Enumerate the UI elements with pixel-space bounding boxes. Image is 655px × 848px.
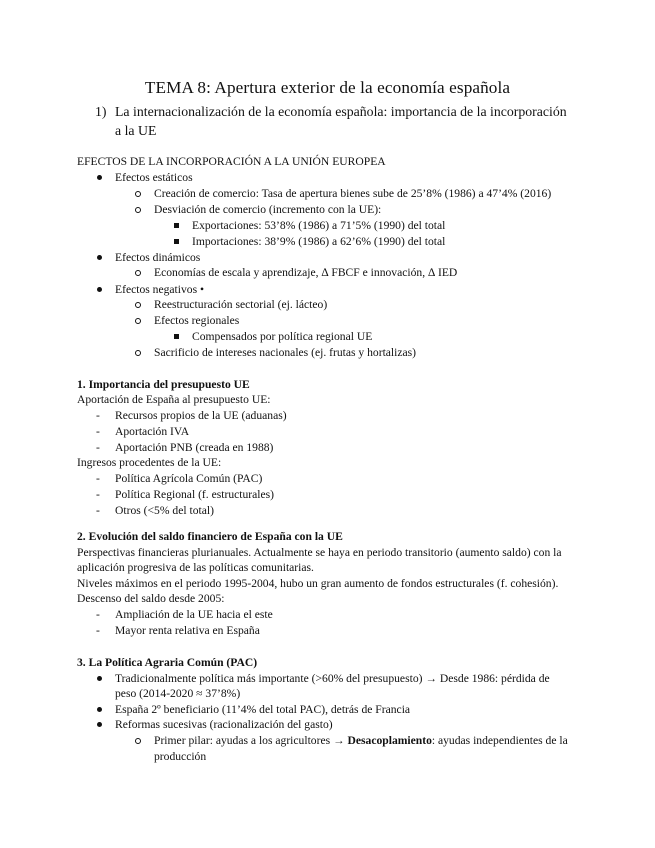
bullet-circle-icon [135, 738, 141, 744]
bullet-circle-icon [135, 270, 141, 276]
dash-icon: - [96, 488, 100, 501]
list-item: Política Agrícola Común (PAC) [115, 472, 263, 485]
pac-sub1-bold: Desacoplamiento [347, 734, 432, 747]
creacion-comercio: Creación de comercio: Tasa de apertura bienes sube de 25’8% (1986) a 47’4% (2016) [154, 187, 552, 200]
list-item: Mayor renta relativa en España [115, 624, 260, 637]
dash-icon: - [96, 624, 100, 637]
pac-sub1d: producción [154, 750, 207, 763]
pac-b1b: peso (2014-2020 ≈ 37’8%) [115, 687, 241, 700]
presupuesto-heading: 1. Importancia del presupuesto UE [77, 378, 250, 391]
list-item: Otros (<5% del total) [115, 504, 214, 517]
efectos-dinamicos: Efectos dinámicos [115, 251, 201, 264]
dash-icon: - [96, 425, 100, 438]
evolucion-p1b: aplicación progresiva de las políticas comunitarias. [77, 561, 314, 574]
intro-number: 1) [95, 104, 107, 119]
bullet-circle-icon [135, 350, 141, 356]
list-item: Política Regional (f. estructurales) [115, 488, 275, 501]
aportacion-label: Aportación de España al presupuesto UE: [77, 393, 271, 406]
economias-escala: Economías de escala y aprendizaje, ∆ FBCF e innovación, ∆ IED [154, 266, 458, 279]
list-item: Ampliación de la UE hacia el este [115, 608, 273, 621]
evolucion-p2: Niveles máximos en el periodo 1995-2004, hubo un gran aumento de fondos estructurales (f. cohesión). [77, 577, 559, 590]
reestructuracion: Reestructuración sectorial (ej. lácteo) [154, 298, 328, 311]
bullet-square-icon [174, 334, 179, 339]
dash-icon: - [96, 409, 100, 422]
efectos-regionales: Efectos regionales [154, 314, 240, 327]
efectos-estaticos: Efectos estáticos [115, 171, 193, 184]
list-item: Recursos propios de la UE (aduanas) [115, 409, 287, 422]
pac-sub1 [154, 734, 568, 748]
intro-line-2: a la UE [115, 123, 157, 138]
importaciones: Importaciones: 38’9% (1986) a 62’6% (1990) del total [192, 235, 446, 248]
bullet-square-icon [174, 239, 179, 244]
bullet-dot-icon [97, 287, 102, 292]
efectos-negativos: Efectos negativos • [115, 283, 205, 296]
evolucion-p1a: Perspectivas financieras plurianuales. Actualmente se haya en periodo transitorio (aumento saldo) con la [77, 546, 562, 559]
page-title: TEMA 8: Apertura exterior de la economía española [144, 78, 511, 97]
pac-b3: Reformas sucesivas (racionalización del gasto) [115, 718, 333, 731]
intro-line-1: La internacionalización de la economía española: importancia de la incorporación [115, 104, 567, 119]
dash-icon: - [96, 504, 100, 517]
compensados: Compensados por política regional UE [192, 330, 373, 343]
dash-icon: - [96, 608, 100, 621]
bullet-dot-icon [97, 676, 102, 681]
bullet-circle-icon [135, 318, 141, 324]
dash-icon: - [96, 472, 100, 485]
bullet-square-icon [174, 223, 179, 228]
bullet-dot-icon [97, 255, 102, 260]
desviacion-comercio: Desviación de comercio (incremento con la UE): [154, 203, 382, 216]
pac-b1a: Tradicionalmente política más importante (>60% del presupuesto) → Desde 1986: pérdida de [115, 672, 550, 685]
bullet-dot-icon [97, 707, 102, 712]
dash-icon: - [96, 441, 100, 454]
ingresos-label: Ingresos procedentes de la UE: [77, 456, 222, 469]
pac-b2: España 2º beneficiario (11’4% del total PAC), detrás de Francia [115, 703, 411, 716]
evolucion-p3: Descenso del saldo desde 2005: [77, 592, 225, 605]
exportaciones: Exportaciones: 53’8% (1986) a 71’5% (1990) del total [192, 219, 446, 232]
list-item: Aportación IVA [115, 425, 190, 438]
bullet-circle-icon [135, 191, 141, 197]
pac-sub1-text: Primer pilar: ayudas a los agricultores → [154, 734, 348, 747]
sacrificio-intereses: Sacrificio de intereses nacionales (ej. frutas y hortalizas) [154, 346, 417, 359]
bullet-circle-icon [135, 302, 141, 308]
bullet-dot-icon [97, 175, 102, 180]
bullet-circle-icon [135, 207, 141, 213]
list-item: Aportación PNB (creada en 1988) [115, 441, 274, 454]
efectos-heading: EFECTOS DE LA INCORPORACIÓN A LA UNIÓN EUROPEA [77, 155, 386, 168]
bullet-dot-icon [97, 722, 102, 727]
evolucion-heading: 2. Evolución del saldo financiero de España con la UE [77, 530, 343, 543]
pac-sub1-rest: : ayudas independientes de la [431, 734, 568, 747]
pac-heading: 3. La Política Agraria Común (PAC) [77, 656, 258, 669]
